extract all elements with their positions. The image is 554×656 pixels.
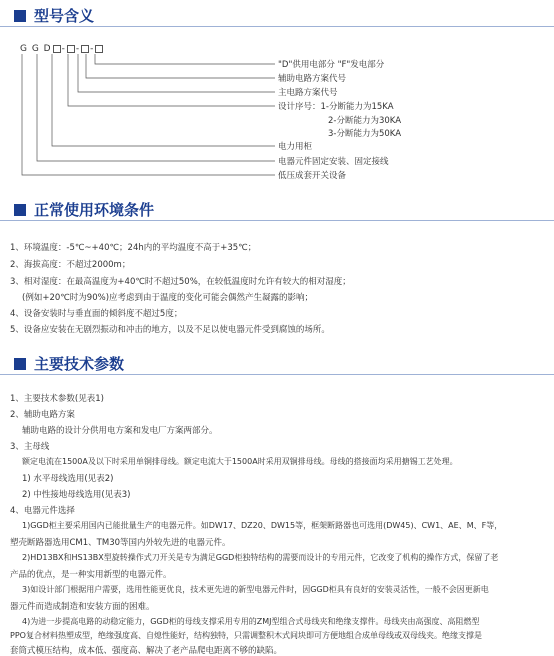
section-title-text: 主要技术参数 (34, 355, 125, 373)
model-diagram-lines (0, 0, 554, 190)
param-line: 4、电器元件选择 (10, 506, 75, 516)
model-label: 3-分断能力为50KA (328, 129, 402, 139)
param-line: 器元件而造成制造和安装方面的困难。 (10, 602, 155, 612)
section-divider (0, 374, 554, 375)
connector-line-5 (52, 54, 275, 146)
model-label: 电器元件固定安装、固定接线 (278, 157, 389, 167)
param-line: 1、主要技术参数(见表1) (10, 394, 104, 404)
section-square-icon (14, 358, 26, 370)
connector-line-2 (86, 54, 275, 78)
model-label: 辅助电路方案代号 (278, 74, 347, 84)
param-line: 1)GGD柜主要采用国内已能批量生产的电器元件。如DW17、DZ20、DW15等，框架断路器也可选用(DW45)、CW1、AE、M、F等， (22, 521, 503, 530)
condition-item: 1、环境温度：-5℃~+40℃；24h内的平均温度不高于+35℃； (10, 243, 257, 253)
section-title-conditions (14, 199, 154, 220)
connector-line-4 (68, 54, 275, 106)
condition-item: 2、海拔高度：不超过2000m； (10, 260, 131, 270)
model-label: "D"供用电部分 "F"发电部分 (278, 60, 385, 70)
model-label: 2-分断能力为30KA (328, 116, 402, 126)
model-label: 设计序号：1-分断能力为15KA (278, 102, 394, 112)
param-line: 2、辅助电路方案 (10, 410, 75, 420)
param-line: 套筒式模压结构，成本低、强度高、解决了老产品爬电距离不够的缺陷。 (10, 646, 283, 656)
connector-line-3 (78, 54, 275, 92)
model-code: G G D - - - (20, 44, 104, 54)
model-code-letters: G G D (20, 44, 52, 54)
section-divider (0, 220, 554, 221)
connector-line-7 (22, 54, 275, 175)
condition-item: 5、设备应安装在无剧烈振动和冲击的地方，以及不足以使电器元件受到腐蚀的场所。 (10, 325, 330, 335)
param-line: PPO复合材料热塑成型，绝缘强度高、自熄性能好，结构独特，只需调整积木式间块即可方便地组合成单母线或双母线夹。绝缘支撑是 (10, 631, 482, 640)
model-label: 主电路方案代号 (278, 88, 338, 98)
connector-line-1 (95, 54, 275, 64)
connector-line-6 (37, 54, 275, 161)
param-line: 3)如设计部门根据用户需要，选用性能更优良，技术更先进的新型电器元件时，因GGD柜具有良好的安装灵活性，一般不会因更新电 (22, 585, 489, 594)
condition-item: 4、设备安装时与垂直面的倾斜度不超过5度； (10, 309, 183, 319)
param-line: 3、主母线 (10, 442, 50, 452)
section-title-text: 正常使用环境条件 (34, 201, 155, 219)
param-line: 产品的优点，是一种实用新型的电器元件。 (10, 570, 172, 580)
param-line: 1) 水平母线选用(见表2) (22, 474, 114, 484)
model-label: 低压成套开关设备 (278, 171, 347, 181)
section-title-params (14, 353, 124, 374)
param-line: 辅助电路的设计分供用电方案和发电厂方案两部分。 (22, 426, 218, 436)
model-label: 电力用柜 (278, 142, 313, 152)
section-title-text: 型号含义 (34, 7, 95, 25)
param-line: 额定电流在1500A及以下时采用单铜排母线。额定电流大于1500A时采用双铜排母线。母线的搭接面均采用搪锡工艺处理。 (22, 457, 458, 466)
param-line: 4)为进一步提高电路的动稳定能力，GGD柜的母线支撑采用专用的ZMJ型组合式母线夹和绝缘支撑件。母线夹由高强度、高阻燃型 (22, 617, 480, 626)
param-line: 2)HD13BX和HS13BX型旋转操作式刀开关是专为满足GGD柜独特结构的需要而设计的专用元件，它改变了机构的操作方式，保留了老 (22, 553, 499, 562)
condition-item: (例如+20℃时为90%)应考虑到由于温度的变化可能会偶然产生凝露的影响； (22, 293, 314, 303)
param-line: 2) 中性接地母线选用(见表3) (22, 490, 131, 500)
param-line: 塑壳断路器选用CM1、TM30等国内外较先进的电器元件。 (10, 538, 231, 548)
condition-item: 3、相对湿度：在最高温度为+40℃时不超过50%，在较低温度时允许有较大的相对湿度； (10, 277, 351, 287)
section-square-icon (14, 204, 26, 216)
